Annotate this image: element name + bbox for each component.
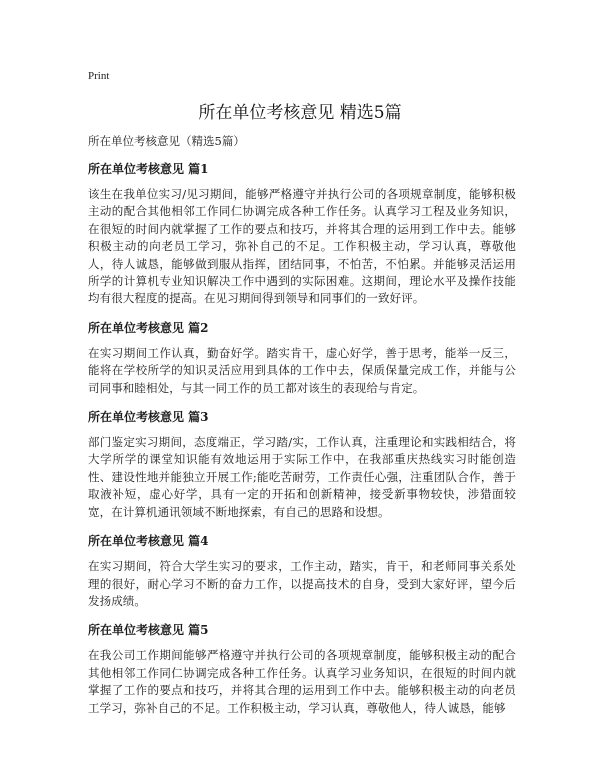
document-subtitle: 所在单位考核意见（精选5篇）: [88, 134, 245, 148]
section-paragraph: 在实习期间，符合大学生实习的要求，工作主动，踏实，肯干，和老师同事关系处理的很好，耐心学习不断的奋力工作，以提高技术的自身，受到大家好评，望今后发扬成绩。: [88, 559, 516, 608]
section-heading: 所在单位考核意见 篇1: [88, 162, 209, 176]
section-2: [88, 320, 516, 397]
section-1: [88, 161, 516, 308]
section-heading: 所在单位考核意见 篇3: [88, 410, 209, 425]
section-heading: 所在单位考核意见 篇2: [88, 320, 209, 335]
section-paragraph: 部门鉴定实习期间，态度端正，学习踏/实，工作认真，注重理论和实践相结合，将大学所学的课堂知识能有效地运用于实际工作中，在我部重庆热线实习时能创造性、建设性地并能独立开展工作;能吃苦耐劳，工作责任心强，注重团队合作，善于取液补短，虚心好学，具有一定的开拓和创新精神，接受新事物较快，涉猎面较宽，在计算机通讯领域不断地探索，有自己的思路和设想。: [88, 435, 516, 519]
document-body: [88, 133, 516, 729]
section-heading: 所在单位考核意见 篇5: [88, 623, 209, 638]
section-paragraph: 在我公司工作期间能够严格遵守并执行公司的各项规章制度，能够积极主动的配合其他相邻工作同仁协调完成各种工作任务。认真学习业务知识，在很短的时间内就掌握了工作的要点和技巧，并将其合理的运用到工作中去。能够积极主动的向老员工学习，弥补自己的不足。工作积极主动，学习认真，尊敬他人，待人诚恳，能够: [88, 648, 516, 715]
section-paragraph: 该生在我单位实习/见习期间，能够严格遵守并执行公司的各项规章制度，能够积极主动的配合其他相邻工作同仁协调完成各种工作任务。认真学习工程及业务知识，在很短的时间内就掌握了工作的要点和技巧，并将其合理的运用到工作中去。能够积极主动的向老员工学习，弥补自己的不足。工作积极主动，学习认真，尊敬他人，待人诚恳，能够做到服从指挥，团结同事，不怕苦，不怕累。并能够灵活运用所学的计算机专业知识解决工作中遇到的实际困难。这期间，理论水平及操作技能均有很大程度的提高。在见习期间得到领导和同事们的一致好评。: [88, 187, 516, 306]
section-4: [88, 533, 516, 610]
print-link[interactable]: Print: [88, 70, 110, 82]
section-3: [88, 409, 516, 521]
section-heading: 所在单位考核意见 篇4: [88, 534, 209, 549]
page-title: 所在单位考核意见 精选5篇: [198, 103, 402, 123]
section-5: [88, 622, 516, 717]
section-paragraph: 在实习期间工作认真，勤奋好学。踏实肯干，虚心好学，善于思考，能举一反三，能将在学校所学的知识灵活应用到具体的工作中去，保质保量完成工作，并能与公司同事和睦相处，与其一同工作的员工都对该生的表现给与肯定。: [88, 345, 516, 395]
